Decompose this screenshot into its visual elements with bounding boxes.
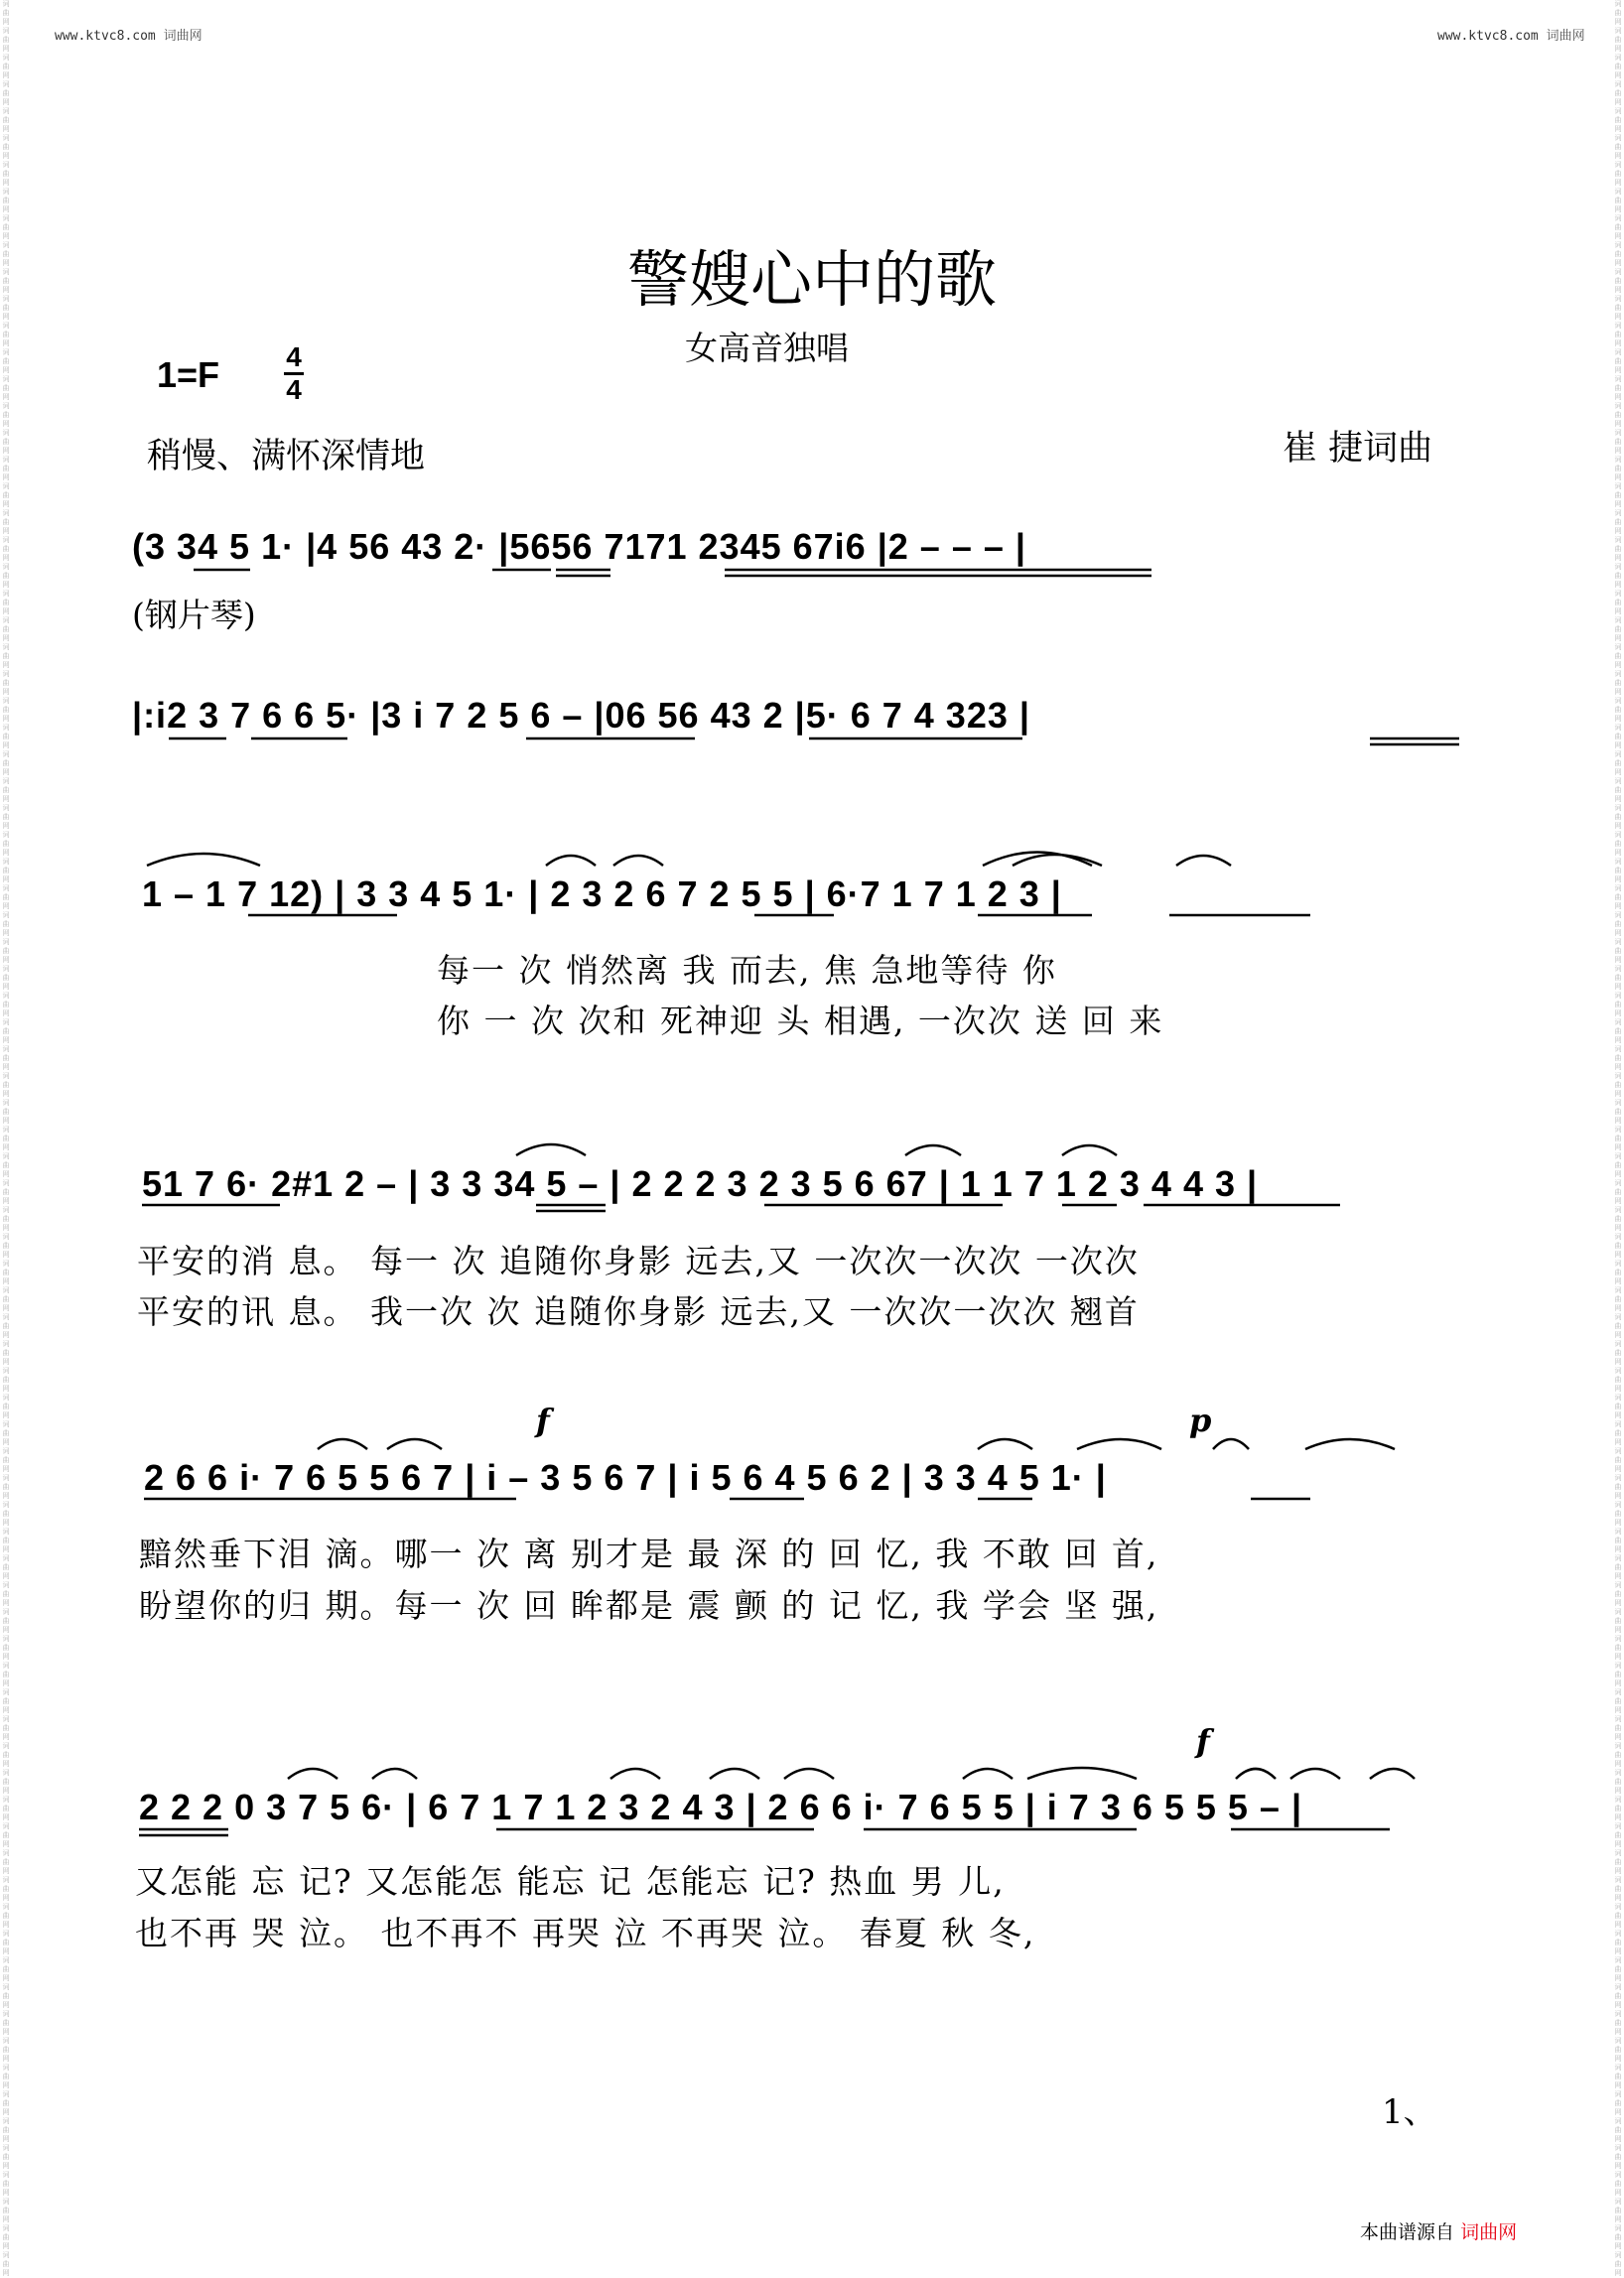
edge-watermark-text: 词曲网 (2, 777, 10, 803)
edge-watermark-text: 词曲网 (2, 509, 10, 535)
edge-watermark-text: 词曲网 (1614, 1822, 1622, 1848)
edge-watermark-text: 词曲网 (2, 1903, 10, 1929)
edge-watermark-text: 词曲网 (1614, 1340, 1622, 1366)
edge-watermark-text: 词曲网 (1614, 1367, 1622, 1393)
page-number: 1、 (1382, 2092, 1437, 2132)
edge-watermark-text: 词曲网 (2, 429, 10, 455)
edge-watermark-text: 词曲网 (2, 563, 10, 589)
edge-watermark-text: 词曲网 (2, 1179, 10, 1205)
edge-watermark-text: 词曲网 (1614, 348, 1622, 374)
lyric-4-verse-1: 平安的消 息。 每一 次 追随你身影 远去,又 一次次一次次 一次次 (137, 1242, 1140, 1280)
edge-watermark-text: 词曲网 (2, 643, 10, 669)
site-name-left: 词曲网 (163, 29, 203, 44)
edge-watermark-text: 词曲网 (2, 295, 10, 321)
edge-watermark-text: 词曲网 (1614, 1528, 1622, 1553)
edge-watermark-text: 词曲网 (2, 2224, 10, 2250)
edge-watermark-text: 词曲网 (2, 214, 10, 240)
edge-watermark-text: 词曲网 (1614, 80, 1622, 106)
edge-watermark-text: 词曲网 (2, 1286, 10, 1312)
edge-watermark-text: 词曲网 (2, 402, 10, 428)
edge-watermark-text: 词曲网 (1614, 670, 1622, 696)
edge-watermark-text: 词曲网 (1614, 590, 1622, 615)
edge-watermark-text: 词曲网 (2, 1152, 10, 1178)
edge-watermark-text: 词曲网 (2, 1956, 10, 1982)
edge-watermark-text: 词曲网 (1614, 1233, 1622, 1259)
lyric-5-verse-1: 黯然垂下泪 滴。哪一 次 离 别才是 最 深 的 回 忆, 我 不敢 回 首, (139, 1535, 1159, 1573)
edge-watermark-text: 词曲网 (1614, 858, 1622, 883)
lyric-5-verse-2: 盼望你的归 期。每一 次 回 眸都是 震 颤 的 记 忆, 我 学会 坚 强, (139, 1586, 1159, 1625)
site-name-right: 词曲网 (1546, 29, 1585, 44)
edge-watermark-text: 词曲网 (1614, 509, 1622, 535)
edge-watermark-text: 词曲网 (2, 1554, 10, 1580)
edge-watermark-text: 词曲网 (1614, 1554, 1622, 1580)
edge-watermark-text: 词曲网 (1614, 1206, 1622, 1232)
edge-watermark-text: 词曲网 (2, 831, 10, 857)
edge-watermark-text: 词曲网 (1614, 1742, 1622, 1768)
edge-watermark-text: 词曲网 (2, 750, 10, 776)
edge-watermark-text: 词曲网 (2, 1447, 10, 1473)
edge-watermark-text: 词曲网 (2, 670, 10, 696)
edge-watermark-text: 词曲网 (2, 322, 10, 347)
edge-watermark-text: 词曲网 (2, 1742, 10, 1768)
edge-watermark-text: 词曲网 (2, 1662, 10, 1687)
composer-credit: 崔 捷词曲 (1283, 429, 1433, 469)
edge-watermark-text: 词曲网 (2, 456, 10, 481)
edge-watermark-text: 词曲网 (1614, 456, 1622, 481)
edge-watermark-text: 词曲网 (2, 134, 10, 160)
edge-watermark-text: 词曲网 (1614, 1688, 1622, 1714)
edge-watermark-text: 词曲网 (1614, 1715, 1622, 1741)
edge-watermark-text: 词曲网 (2, 858, 10, 883)
edge-watermark-text: 词曲网 (2, 107, 10, 133)
edge-watermark-text: 词曲网 (2, 1420, 10, 1446)
lyric-4-verse-2: 平安的讯 息。 我一次 次 追随你身影 远去,又 一次次一次次 翘首 (137, 1292, 1140, 1331)
edge-watermark-text: 词曲网 (2, 2090, 10, 2116)
edge-watermark-text: 词曲网 (1614, 536, 1622, 562)
edge-watermark-text: 词曲网 (2, 1688, 10, 1714)
edge-watermark-text: 词曲网 (1614, 1099, 1622, 1125)
edge-watermark-text: 词曲网 (1614, 911, 1622, 937)
edge-watermark-text: 词曲网 (1614, 1849, 1622, 1875)
edge-watermark-text: 词曲网 (1614, 2037, 1622, 2063)
edge-watermark-text: 词曲网 (1614, 1394, 1622, 1419)
edge-watermark-text: 词曲网 (2, 348, 10, 374)
edge-watermark-text: 词曲网 (2, 697, 10, 723)
time-signature-top: 4 (286, 341, 302, 372)
edge-watermark-text: 词曲网 (2, 1313, 10, 1339)
edge-watermark-text: 词曲网 (1614, 2064, 1622, 2089)
edge-watermark-text: 词曲网 (1614, 1581, 1622, 1607)
edge-watermark-text: 词曲网 (2, 911, 10, 937)
lyric-6-verse-2: 也不再 哭 泣。 也不再不 再哭 泣 不再哭 泣。 春夏 秋 冬, (135, 1914, 1036, 1952)
edge-watermark-text: 词曲网 (2, 536, 10, 562)
edge-watermark-text: 词曲网 (1614, 1635, 1622, 1661)
song-subtitle: 女高音独唱 (685, 329, 849, 367)
edge-watermark-text: 词曲网 (2, 1206, 10, 1232)
edge-watermark-text: 词曲网 (1614, 1260, 1622, 1285)
edge-watermark-text: 词曲网 (1614, 2144, 1622, 2170)
footer-source-text: 本曲谱源自 (1360, 2221, 1455, 2243)
edge-watermark-text: 词曲网 (2, 54, 10, 79)
edge-watermark-text: 词曲网 (1614, 214, 1622, 240)
edge-watermark-text: 词曲网 (2, 80, 10, 106)
edge-watermark-text: 词曲网 (1614, 54, 1622, 79)
time-signature-bottom: 4 (286, 374, 302, 405)
edge-watermark-text: 词曲网 (1614, 563, 1622, 589)
edge-watermark-text: 词曲网 (1614, 188, 1622, 213)
edge-watermark-text: 词曲网 (1614, 2224, 1622, 2250)
edge-watermark-text: 词曲网 (1614, 1956, 1622, 1982)
edge-watermark-text: 词曲网 (1614, 1313, 1622, 1339)
edge-watermark-text: 词曲网 (1614, 643, 1622, 669)
edge-watermark-text: 词曲网 (2, 616, 10, 642)
edge-watermark-text: 词曲网 (2, 1581, 10, 1607)
edge-watermark-text: 词曲网 (1614, 1983, 1622, 2009)
edge-watermark-text: 词曲网 (1614, 724, 1622, 749)
edge-watermark-text: 词曲网 (2, 188, 10, 213)
edge-watermark-text: 词曲网 (1614, 241, 1622, 267)
dynamic-forte-2: f (1196, 1722, 1210, 1760)
edge-watermark-text: 词曲网 (2, 2251, 10, 2277)
edge-watermark-text: 词曲网 (1614, 107, 1622, 133)
tempo-marking: 稍慢、满怀深情地 (147, 437, 426, 476)
edge-watermark-text: 词曲网 (2, 965, 10, 991)
edge-watermark-text: 词曲网 (2, 1018, 10, 1044)
edge-watermark-text: 词曲网 (1614, 322, 1622, 347)
site-url-right-text: www.ktvc8.com (1437, 29, 1539, 44)
edge-watermark-text: 词曲网 (2, 1796, 10, 1821)
edge-watermark-text: 词曲网 (2, 161, 10, 187)
site-url-left-text: www.ktvc8.com (55, 29, 156, 44)
edge-watermark-text: 词曲网 (2, 1367, 10, 1393)
notation-line-6: 2 2 2 0 3 7 5 6· | 6 7 1 7 1 2 3 2 4 3 | 2 6 6 i· 7 6 5 5 | i 7 3 6 5 5 5 – | (139, 1787, 1303, 1827)
edge-watermark-text: 词曲网 (1614, 1930, 1622, 1955)
edge-watermark-text: 词曲网 (1614, 2090, 1622, 2116)
edge-watermark-text: 词曲网 (1614, 2171, 1622, 2197)
edge-watermark-text: 词曲网 (1614, 2251, 1622, 2277)
edge-watermark-text: 词曲网 (2, 2117, 10, 2143)
edge-watermark-text: 词曲网 (2, 2010, 10, 2036)
edge-watermark-text: 词曲网 (2, 1849, 10, 1875)
edge-watermark-text: 词曲网 (1614, 750, 1622, 776)
edge-watermark-text: 词曲网 (1614, 697, 1622, 723)
lyric-6-verse-1: 又怎能 忘 记? 又怎能怎 能忘 记 怎能忘 记? 热血 男 儿, (135, 1862, 1006, 1901)
edge-watermark-text: 词曲网 (2, 1501, 10, 1527)
edge-watermark-text: 词曲网 (1614, 1796, 1622, 1821)
edge-watermark-text: 词曲网 (2, 1930, 10, 1955)
edge-watermark-text: 词曲网 (1614, 1045, 1622, 1071)
edge-watermark-text: 词曲网 (1614, 2010, 1622, 2036)
edge-watermark-text: 词曲网 (2, 1635, 10, 1661)
edge-watermark-text: 词曲网 (2, 1072, 10, 1098)
edge-watermark-text: 词曲网 (2, 1876, 10, 1902)
edge-watermark-text: 词曲网 (2, 590, 10, 615)
edge-watermark-text: 词曲网 (2, 2198, 10, 2223)
edge-watermark-text: 词曲网 (1614, 2198, 1622, 2223)
edge-watermark-text: 词曲网 (1614, 1474, 1622, 1500)
edge-watermark-text: 词曲网 (2, 27, 10, 53)
edge-watermark-text: 词曲网 (2, 992, 10, 1017)
edge-watermark-text: 词曲网 (2, 1983, 10, 2009)
edge-watermark-text: 词曲网 (2, 2144, 10, 2170)
edge-watermark-text: 词曲网 (1614, 777, 1622, 803)
edge-watermark-text: 词曲网 (2, 1474, 10, 1500)
notation-line-1: (3 34 5 1· |4 56 43 2· |5656 7171 2345 67i6 |2 – – – | (132, 526, 1026, 567)
edge-watermark-text: 词曲网 (1614, 375, 1622, 401)
edge-watermark-text: 词曲网 (1614, 992, 1622, 1017)
edge-watermark-text: 词曲网 (1614, 1286, 1622, 1312)
edge-watermark-text: 词曲网 (2, 1099, 10, 1125)
edge-watermark-text: 词曲网 (2, 1394, 10, 1419)
edge-watermark-text: 词曲网 (2, 1715, 10, 1741)
edge-watermark-text: 词曲网 (2, 375, 10, 401)
edge-watermark-text: 词曲网 (1614, 804, 1622, 830)
edge-watermark-text: 词曲网 (1614, 0, 1622, 26)
edge-watermark-text: 词曲网 (1614, 1501, 1622, 1527)
edge-watermark-text: 词曲网 (1614, 1152, 1622, 1178)
edge-watermark-text: 词曲网 (2, 724, 10, 749)
notation-line-5: 2 6 6 i· 7 6 5 5 6 7 | i – 3 5 6 7 | i 5 6 4 5 6 2 | 3 3 4 5 1· | (144, 1457, 1107, 1498)
edge-watermark-text: 词曲网 (1614, 161, 1622, 187)
edge-watermark-text: 词曲网 (2, 1045, 10, 1071)
edge-watermark-text: 词曲网 (1614, 482, 1622, 508)
edge-watermark-text: 词曲网 (1614, 1447, 1622, 1473)
key-signature: 1=F (157, 354, 220, 395)
edge-watermark-text: 词曲网 (2, 1608, 10, 1634)
edge-watermark-text: 词曲网 (2, 938, 10, 964)
edge-watermark-text: 词曲网 (1614, 1072, 1622, 1098)
edge-watermark-text: 词曲网 (2, 1769, 10, 1795)
edge-watermark-text: 词曲网 (2, 1822, 10, 1848)
edge-watermark-text: 词曲网 (1614, 831, 1622, 857)
edge-watermark-text: 词曲网 (2, 1340, 10, 1366)
dynamic-forte-1: f (536, 1402, 550, 1439)
edge-watermark-text: 词曲网 (2, 884, 10, 910)
edge-watermark-text: 词曲网 (1614, 268, 1622, 294)
edge-watermark-text: 词曲网 (1614, 884, 1622, 910)
song-title: 警嫂心中的歌 (626, 243, 997, 316)
edge-watermark-text: 词曲网 (1614, 1903, 1622, 1929)
edge-watermark-text: 词曲网 (2, 1528, 10, 1553)
edge-watermark-text: 词曲网 (1614, 616, 1622, 642)
notation-line-2: |:i2 3 7 6 6 5· |3 i 7 2 5 6 – |06 56 43 2 |5· 6 7 4 323 | (132, 695, 1030, 736)
edge-watermark-text: 词曲网 (2, 1233, 10, 1259)
edge-watermark-text: 词曲网 (2, 804, 10, 830)
edge-watermark-text: 词曲网 (2, 1260, 10, 1285)
edge-watermark-text: 词曲网 (2, 2037, 10, 2063)
edge-watermark-text: 词曲网 (1614, 134, 1622, 160)
edge-watermark-text: 词曲网 (1614, 295, 1622, 321)
notation-line-4: 51 7 6· 2#1 2 – | 3 3 34 5 – | 2 2 2 3 2 3 5 6 67 | 1 1 7 1 2 3 4 4 3 | (142, 1163, 1259, 1204)
notation-line-3: 1 – 1 7 12) | 3 3 4 5 1· | 2 3 2 6 7 2 5 5 | 6·7 1 7 1 2 3 | (142, 873, 1062, 914)
edge-watermark-text: 词曲网 (1614, 1876, 1622, 1902)
edge-watermark-text: 词曲网 (1614, 965, 1622, 991)
dynamic-piano-1: p (1189, 1402, 1212, 1439)
edge-watermark-text: 词曲网 (1614, 2117, 1622, 2143)
edge-watermark-text: 词曲网 (1614, 938, 1622, 964)
edge-watermark-text: 词曲网 (1614, 1769, 1622, 1795)
footer-source[interactable] (1360, 2217, 1517, 2244)
footer-brand-link[interactable]: 词曲网 (1460, 2221, 1518, 2243)
edge-watermark-text: 词曲网 (2, 1126, 10, 1151)
edge-watermark-text: 词曲网 (1614, 27, 1622, 53)
edge-watermark-text: 词曲网 (2, 482, 10, 508)
edge-watermark-text: 词曲网 (2, 2064, 10, 2089)
edge-watermark-text: 词曲网 (1614, 429, 1622, 455)
edge-watermark-text: 词曲网 (2, 2171, 10, 2197)
edge-watermark-text: 词曲网 (2, 268, 10, 294)
edge-watermark-text: 词曲网 (1614, 1662, 1622, 1687)
lyric-3-verse-1: 每一 次 悄然离 我 而去, 焦 急地等待 你 (437, 951, 1057, 990)
edge-watermark-text: 词曲网 (1614, 1018, 1622, 1044)
lyric-3-verse-2: 你 一 次 次和 死神迎 头 相遇, 一次次 送 回 来 (437, 1002, 1164, 1040)
edge-watermark-text: 词曲网 (1614, 1126, 1622, 1151)
edge-watermark-text: 词曲网 (1614, 1420, 1622, 1446)
instrument-note: (钢片琴) (132, 596, 256, 634)
edge-watermark-text: 词曲网 (1614, 1179, 1622, 1205)
edge-watermark-text: 词曲网 (1614, 1608, 1622, 1634)
edge-watermark-text: 词曲网 (2, 241, 10, 267)
edge-watermark-text: 词曲网 (1614, 402, 1622, 428)
edge-watermark-text: 词曲网 (2, 0, 10, 26)
